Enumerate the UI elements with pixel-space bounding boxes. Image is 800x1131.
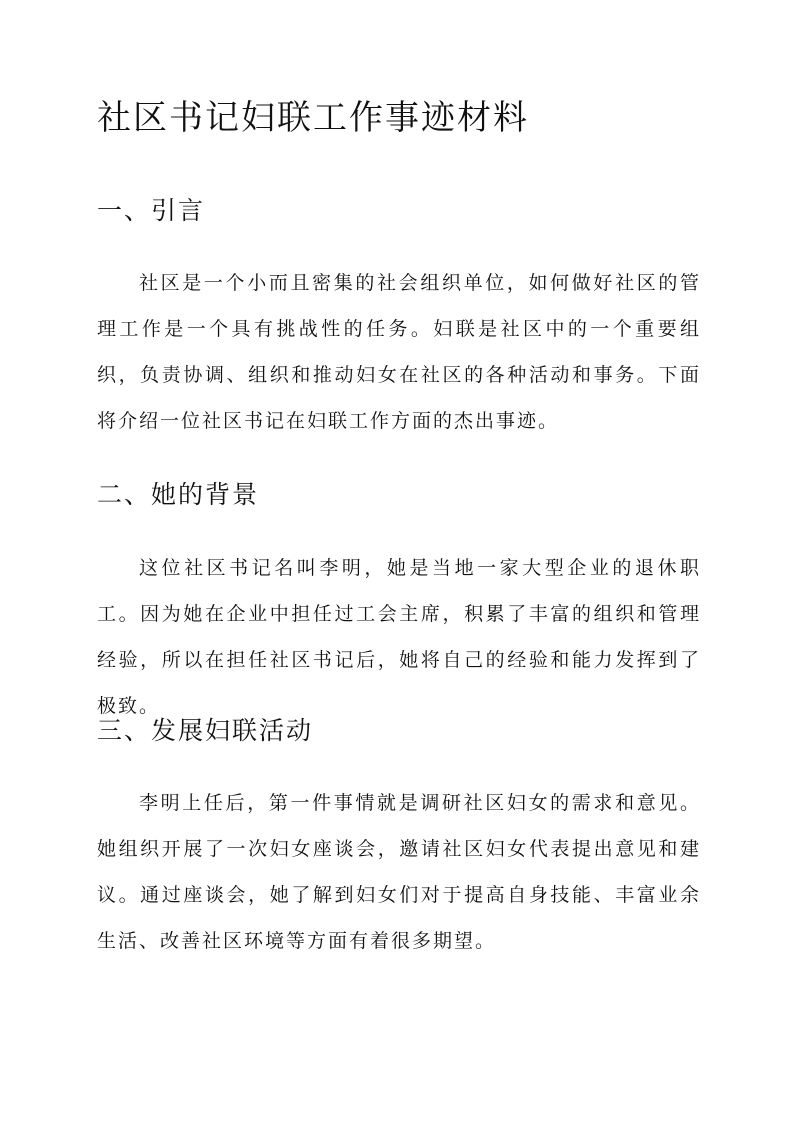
section-paragraph-introduction: 社区是一个小而且密集的社会组织单位，如何做好社区的管理工作是一个具有挑战性的任务。妇联是社区中的一个重要组织，负责协调、组织和推动妇女在社区的各种活动和事务。下面将介绍一位社区书记在妇联工作方面的杰出事迹。 xyxy=(97,272,701,432)
section-heading-background: 二、她的背景 xyxy=(97,480,260,509)
section-heading-activities: 三、发展妇联活动 xyxy=(97,716,314,745)
document-title: 社区书记妇联工作事迹材料 xyxy=(97,98,529,138)
section-heading-introduction: 一、引言 xyxy=(97,196,206,225)
section-paragraph-background: 这位社区书记名叫李明，她是当地一家大型企业的退休职工。因为她在企业中担任过工会主席，积累了丰富的组织和管理经验，所以在担任社区书记后，她将自己的经验和能力发挥到了极致。 xyxy=(97,557,701,717)
section-paragraph-activities: 李明上任后，第一件事情就是调研社区妇女的需求和意见。她组织开展了一次妇女座谈会，邀请社区妇女代表提出意见和建议。通过座谈会，她了解到妇女们对于提高自身技能、丰富业余生活、改善社区环境等方面有着很多期望。 xyxy=(97,792,701,952)
